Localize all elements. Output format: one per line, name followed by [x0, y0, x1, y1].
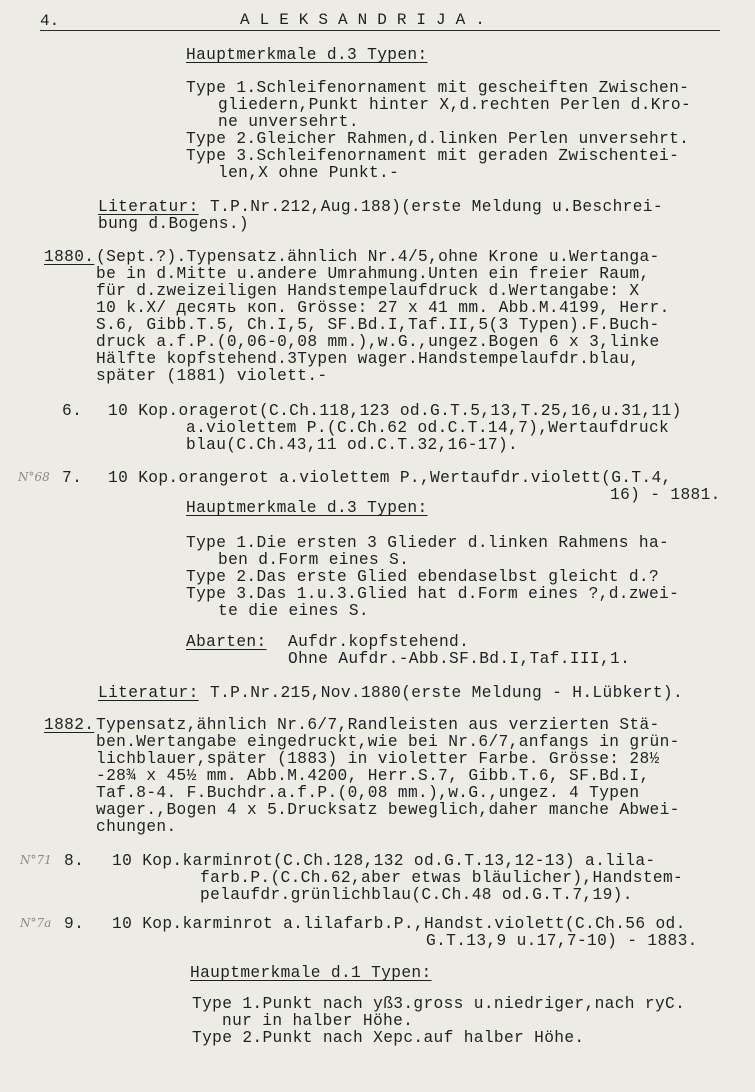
- text-line: ne unversehrt.: [218, 113, 359, 131]
- text-line: Type 2.Gleicher Rahmen,d.linken Perlen unversehrt.: [186, 130, 690, 148]
- text-line: 10 k.X/ десять коп. Grösse: 27 x 41 mm. Abb.M.4199, Herr.: [96, 299, 670, 317]
- text-line: ben.Wertangabe eingedruckt,wie bei Nr.6/7,anfangs in grün-: [96, 733, 680, 751]
- text-line: Type 1.Die ersten 3 Glieder d.linken Rahmens ha-: [186, 534, 670, 552]
- page-title: ALEKSANDRIJA.: [240, 11, 495, 29]
- text-line: a.violettem P.(C.Ch.62 od.C.T.14,7),Wertaufdruck: [186, 419, 670, 437]
- literature-label: Literatur:: [98, 198, 199, 216]
- entry-number: 8.: [64, 852, 85, 870]
- text-line: Type 2.Das erste Glied ebendaselbst gleicht d.?: [186, 568, 660, 586]
- text-line: 10 Kop.karminrot(C.Ch.128,132 od.G.T.13,12-13) a.lila-: [112, 852, 656, 870]
- varieties-label: Abarten:: [186, 633, 267, 651]
- entry-number: 6.: [62, 402, 83, 420]
- entry-number: 9.: [64, 915, 85, 933]
- header-rule: [40, 30, 720, 31]
- pencil-note: N°7a: [20, 916, 52, 930]
- text-line: pelaufdr.grünlichblau(C.Ch.48 od.G.T.7,19).: [200, 886, 633, 904]
- text-line: len,X ohne Punkt.-: [218, 164, 400, 182]
- text-line: Typensatz,ähnlich Nr.6/7,Randleisten aus verzierten Stä-: [96, 716, 660, 734]
- section-heading: Hauptmerkmale d.1 Typen:: [190, 964, 432, 982]
- text-line: Hälfte kopfstehend.3Typen wager.Handstempelaufdr.blau,: [96, 350, 640, 368]
- text-line: lichblauer,später (1883) in violetter Farbe. Grösse: 28½: [96, 750, 660, 768]
- text-line: Aufdr.kopfstehend.: [288, 633, 470, 651]
- text-line: für d.zweizeiligen Handstempelaufdruck d.Wertangabe: X: [96, 282, 640, 300]
- text-line: Type 1.Schleifenornament mit gescheiften Zwischen-: [186, 79, 690, 97]
- text-line: chungen.: [96, 818, 177, 836]
- page-number: 4.: [40, 12, 60, 30]
- text-line: -28¾ x 45½ mm. Abb.M.4200, Herr.S.7, Gibb.T.6, SF.Bd.I,: [96, 767, 650, 785]
- pencil-note: N°68: [18, 470, 50, 484]
- text-line: 10 Kop.karminrot a.lilafarb.P.,Handst.violett(C.Ch.56 od.: [112, 915, 686, 933]
- text-line: gliedern,Punkt hinter X,d.rechten Perlen d.Kro-: [218, 96, 692, 114]
- text-line: Type 3.Schleifenornament mit geraden Zwischentei-: [186, 147, 680, 165]
- text-line: (Sept.?).Typensatz.ähnlich Nr.4/5,ohne Krone u.Wertanga-: [96, 248, 660, 266]
- text-line: S.6, Gibb.T.5, Ch.I,5, SF.Bd.I,Taf.II,5(3 Typen).F.Buch-: [96, 316, 660, 334]
- text-line: wager.,Bogen 4 x 5.Drucksatz beweglich,daher manche Abwei-: [96, 801, 680, 819]
- literature-text: T.P.Nr.212,Aug.188)(erste Meldung u.Beschrei-: [210, 198, 663, 216]
- literature-label: Literatur:: [98, 684, 199, 702]
- text-line: 16) - 1881.: [610, 486, 721, 504]
- text-line: Type 2.Punkt nach Xepc.auf halber Höhe.: [192, 1029, 585, 1047]
- text-line: te die eines S.: [218, 602, 369, 620]
- text-line: später (1881) violett.-: [96, 367, 328, 385]
- literature-text: bung d.Bogens.): [98, 215, 249, 233]
- year-label: 1880.: [44, 248, 95, 266]
- year-label: 1882.: [44, 716, 95, 734]
- pencil-note: N°71: [20, 853, 52, 867]
- text-line: Taf.8-4. F.Buchdr.a.f.P.(0,08 mm.),w.G.,ungez. 4 Typen: [96, 784, 640, 802]
- text-line: blau(C.Ch.43,11 od.C.T.32,16-17).: [186, 436, 519, 454]
- text-line: 10 Kop.oragerot(C.Ch.118,123 od.G.T.5,13,T.25,16,u.31,11): [108, 402, 682, 420]
- text-line: G.T.13,9 u.17,7-10) - 1883.: [426, 932, 698, 950]
- text-line: druck a.f.P.(0,06-0,08 mm.),w.G.,ungez.Bogen 6 x 3,linke: [96, 333, 660, 351]
- entry-number: 7.: [62, 469, 83, 487]
- text-line: 10 Kop.orangerot a.violettem P.,Wertaufdr.violett(G.T.4,: [108, 469, 672, 487]
- text-line: ben d.Form eines S.: [218, 551, 410, 569]
- text-line: be in d.Mitte u.andere Umrahmung.Unten ein freier Raum,: [96, 265, 650, 283]
- section-heading: Hauptmerkmale d.3 Typen:: [186, 46, 428, 64]
- text-line: farb.P.(C.Ch.62,aber etwas bläulicher),Handstem-: [200, 869, 684, 887]
- text-line: Type 3.Das 1.u.3.Glied hat d.Form eines ?,d.zwei-: [186, 585, 680, 603]
- text-line: Ohne Aufdr.-Abb.SF.Bd.I,Taf.III,1.: [288, 650, 631, 668]
- section-heading: Hauptmerkmale d.3 Typen:: [186, 499, 428, 517]
- text-line: Type 1.Punkt nach yß3.gross u.niedriger,nach rуС.: [192, 995, 686, 1013]
- literature-text: T.P.Nr.215,Nov.1880(erste Meldung - H.Lübkert).: [210, 684, 684, 702]
- text-line: nur in halber Höhe.: [222, 1012, 414, 1030]
